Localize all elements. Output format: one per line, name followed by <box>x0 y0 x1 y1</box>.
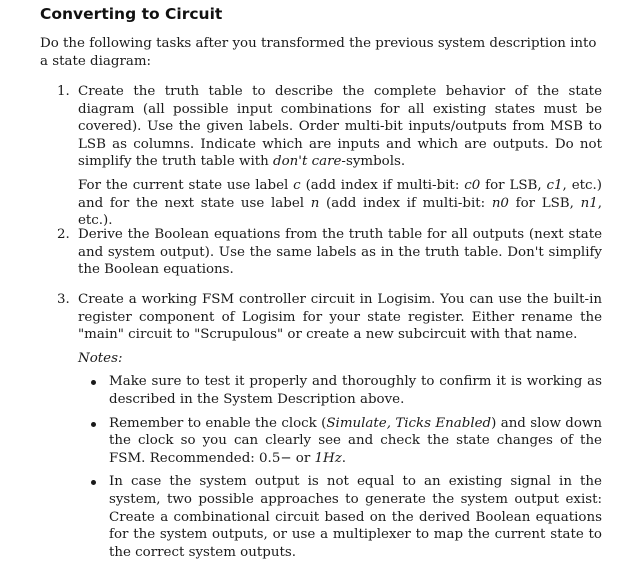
task-1 <box>57 83 602 230</box>
task-1-paragraph-1: Create the truth table to describe the complete behavior of the state diagram (all possible input combinations for all existing states must be covered). Use the given labels. Order multi-bit inputs/outputs from MSB to LSB as columns. Indicate which are inputs and which are outputs. Do not simplify the truth table with don't care-symbols. <box>78 84 602 170</box>
bullet-icon <box>91 380 96 385</box>
task-2-paragraph: Derive the Boolean equations from the truth table for all outputs (next state and system output). Use the same labels as in the truth table. Don't simplify the Boolean equations. <box>78 227 602 278</box>
notes-list <box>78 373 602 561</box>
bullet-icon <box>91 422 96 427</box>
intro-paragraph: Do the following tasks after you transformed the previous system description into a state diagram: <box>40 36 597 69</box>
task-number: 2. <box>57 227 70 242</box>
note-item: Make sure to test it properly and thoroughly to confirm it is working as described in the System Description above. <box>78 373 602 408</box>
task-3 <box>57 291 602 567</box>
task-number: 3. <box>57 292 70 307</box>
task-number: 1. <box>57 84 70 99</box>
note-item: Remember to enable the clock (Simulate, Ticks Enabled) and slow down the clock so you can clearly see and check the state changes of the FSM. Recommended: 0.5− or 1Hz. <box>78 415 602 468</box>
bullet-icon <box>91 480 96 485</box>
task-1-paragraph-2: For the current state use label c (add index if multi-bit: c0 for LSB, c1, etc.) and for the next state use label n (add index if multi-bit: n0 for LSB, n1, etc.). <box>78 177 602 229</box>
task-3-paragraph: Create a working FSM controller circuit in Logisim. You can use the built-in register component of Logisim for your state register. Either rename the "main" circuit to "Scrupulous" or create a new subcircuit with that name. <box>78 292 602 343</box>
note-item: In case the system output is not equal to an existing signal in the system, two possible approaches to generate the system output exist: Create a combinational circuit based on the derived Boolean equations for the system outputs, or use a multiplexer to map the current state to the correct system outputs. <box>78 473 602 561</box>
section-title: Converting to Circuit <box>40 5 223 23</box>
notes-label: Notes: <box>78 350 123 366</box>
task-2 <box>57 226 602 279</box>
